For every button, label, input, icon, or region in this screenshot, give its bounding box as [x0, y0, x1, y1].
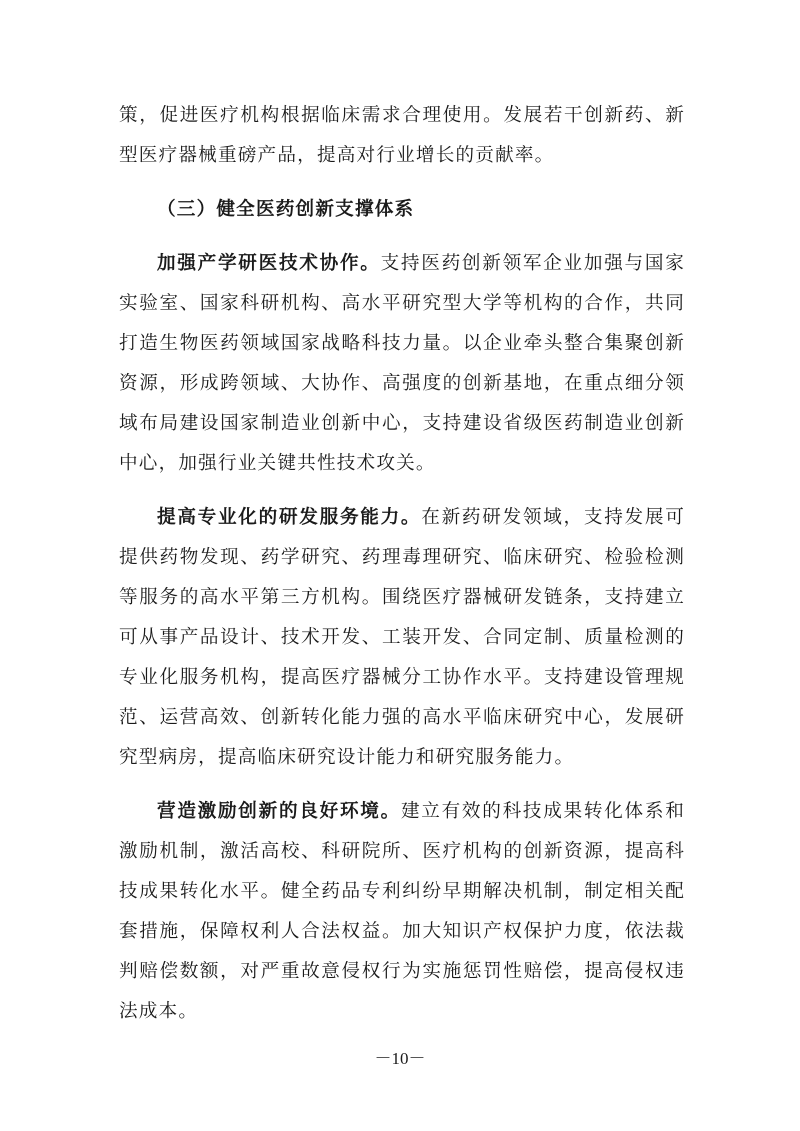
paragraph-lead: 加强产学研医技术协作。 — [157, 253, 381, 274]
section-heading: （三）健全医药创新支撑体系 — [157, 199, 415, 220]
paragraph-innovation-environment — [119, 792, 685, 1032]
continuation-paragraph: 策，促进医疗机构根据临床需求合理使用。发展若干创新药、新型医疗器械重磅产品，提高对行业增长的贡献率。 — [119, 105, 685, 166]
page-number: －10－ — [374, 1049, 426, 1068]
paragraph-text: 在新药研发领域，支持发展可提供药物发现、药学研究、药理毒理研究、临床研究、检验检测等服务的高水平第三方机构。围绕医疗器械研发链条，支持建立可从事产品设计、技术开发、工装开发、合同定制、质量检测的专业化服务机构，提高医疗器械分工协作水平。支持建设管理规范、运营高效、创新转化能力强的高水平临床研究中心，发展研究型病房，提高临床研究设计能力和研究服务能力。 — [119, 507, 685, 768]
paragraph-collaboration — [119, 244, 685, 484]
paragraph-text: 支持医药创新领军企业加强与国家实验室、国家科研机构、高水平研究型大学等机构的合作，共同打造生物医药领域国家战略科技力量。以企业牵头整合集聚创新资源，形成跨领域、大协作、高强度的创新基地，在重点细分领域布局建设国家制造业创新中心，支持建设省级医药制造业创新中心，加强行业关键共性技术攻关。 — [119, 253, 685, 474]
paragraph-text: 建立有效的科技成果转化体系和激励机制，激活高校、科研院所、医疗机构的创新资源，提高科技成果转化水平。健全药品专利纠纷早期解决机制，制定相关配套措施，保障权利人合法权益。加大知识产权保护力度，依法裁判赔偿数额，对严重故意侵权行为实施惩罚性赔偿，提高侵权违法成本。 — [119, 801, 685, 1022]
document-body — [119, 96, 685, 1032]
paragraph-rd-services — [119, 498, 685, 778]
paragraph-lead: 提高专业化的研发服务能力。 — [157, 507, 422, 528]
paragraph-lead: 营造激励创新的良好环境。 — [157, 801, 401, 822]
